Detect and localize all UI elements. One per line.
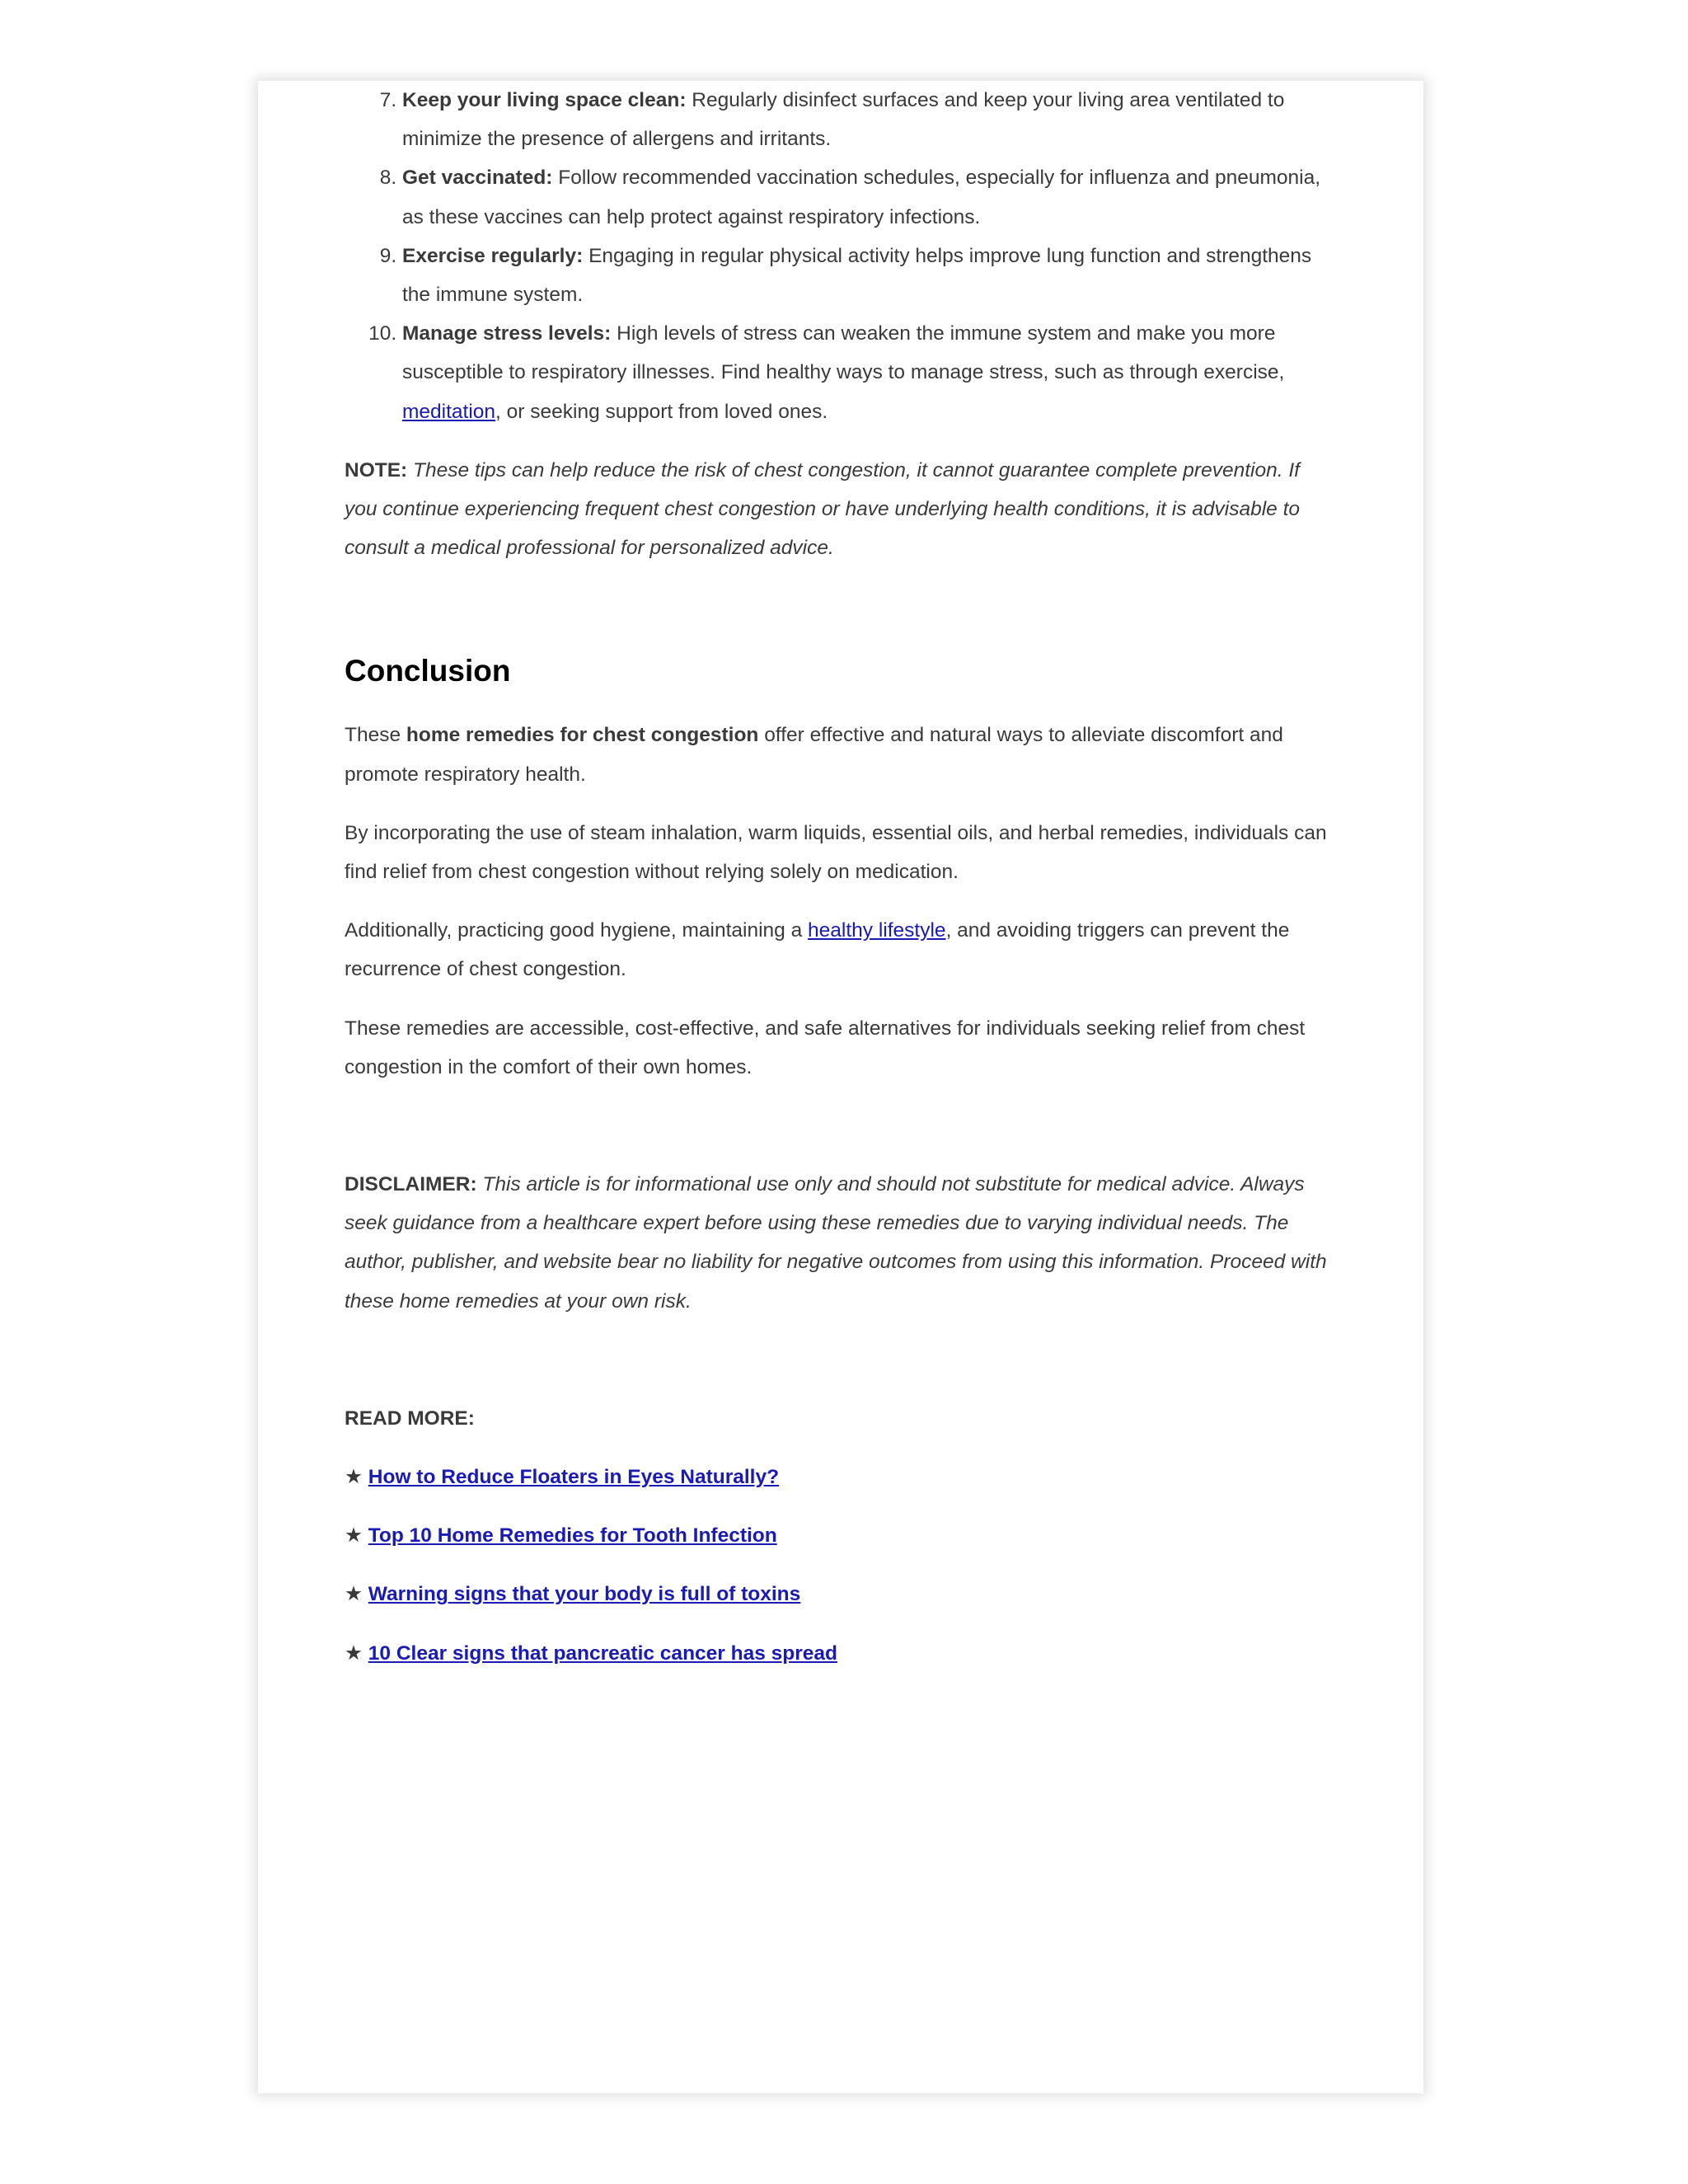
tip-text: High levels of stress can weaken the immune system and make you more susceptible to respiratory illnesses. Find healthy ways to manage stress, such as through exercise, — [402, 322, 1285, 384]
article-body — [345, 81, 1338, 1673]
read-more-item — [345, 1516, 1338, 1555]
read-more-item — [345, 1458, 1338, 1496]
read-more-item — [345, 1575, 1338, 1613]
tip-text: , or seeking support from loved ones. — [495, 400, 828, 423]
tip-title: Get vaccinated: — [402, 167, 553, 190]
paragraph-text: offer effective and natural ways to alleviate discomfort and promote respiratory health. — [345, 724, 1283, 786]
read-more-link[interactable]: Top 10 Home Remedies for Tooth Infection — [368, 1524, 777, 1548]
paragraph-text: Additionally, practicing good hygiene, maintaining a — [345, 919, 809, 942]
note-paragraph — [345, 451, 1338, 568]
conclusion-paragraph: By incorporating the use of steam inhalation, warm liquids, essential oils, and herbal remedies, individuals can find relief from chest congestion without relying solely on medication. — [345, 821, 1327, 884]
meditation-link[interactable]: meditation — [402, 400, 496, 423]
list-item — [402, 81, 1338, 158]
paragraph-text: These — [345, 724, 406, 747]
star-icon: ★ — [345, 1642, 363, 1665]
read-more-link[interactable]: 10 Clear signs that pancreatic cancer has spread — [368, 1642, 837, 1665]
conclusion-paragraph: These remedies are accessible, cost-effective, and safe alternatives for individuals seeking relief from chest congestion in the comfort of their own homes. — [345, 1017, 1306, 1078]
bold-phrase: home remedies for chest congestion — [406, 724, 759, 747]
conclusion-paragraph — [345, 911, 1338, 989]
list-item — [402, 314, 1338, 431]
tip-title: Exercise regularly: — [402, 244, 584, 267]
disclaimer-label: DISCLAIMER: — [345, 1173, 477, 1196]
tip-title: Manage stress levels: — [402, 322, 612, 345]
note-label: NOTE: — [345, 458, 408, 481]
read-more-label: READ MORE: — [345, 1407, 475, 1430]
read-more-item — [345, 1634, 1338, 1673]
paragraph-text: , and avoiding triggers can prevent the recurrence of chest congestion. — [345, 919, 1290, 981]
tip-text: Follow recommended vaccination schedules, especially for influenza and pneumonia, as these vaccines can help protect against respiratory infections. — [402, 167, 1320, 228]
star-icon: ★ — [345, 1583, 363, 1606]
healthy-lifestyle-link[interactable]: healthy lifestyle — [808, 919, 946, 942]
tip-title: Keep your living space clean: — [402, 89, 687, 111]
tip-text: Engaging in regular physical activity helps improve lung function and strengthens the immune system. — [402, 244, 1312, 307]
list-item — [402, 158, 1338, 236]
prevention-tips-list — [345, 81, 1338, 431]
star-icon: ★ — [345, 1524, 363, 1548]
conclusion-heading: Conclusion — [345, 654, 511, 688]
note-text: These tips can help reduce the risk of chest congestion, it cannot guarantee complete prevention. If you continue experiencing frequent chest congestion or have underlying health conditions, it is advisable to consult a medical professional for personalized advice. — [345, 458, 1301, 560]
list-item — [402, 237, 1338, 314]
conclusion-paragraph — [345, 716, 1338, 793]
star-icon: ★ — [345, 1466, 363, 1489]
read-more-link[interactable]: Warning signs that your body is full of toxins — [368, 1583, 801, 1606]
disclaimer-text: This article is for informational use only and should not substitute for medical advice. Always seek guidance from a healthcare expert before using these remedies due to varying individual needs. The author, publisher, and website bear no liability for negative outcomes from using this information. Proceed with these home remedies at your own risk. — [345, 1173, 1327, 1313]
disclaimer-paragraph — [345, 1165, 1338, 1321]
tip-text: Regularly disinfect surfaces and keep your living area ventilated to minimize the presence of allergens and irritants. — [402, 89, 1285, 151]
read-more-link[interactable]: How to Reduce Floaters in Eyes Naturally? — [368, 1466, 780, 1489]
